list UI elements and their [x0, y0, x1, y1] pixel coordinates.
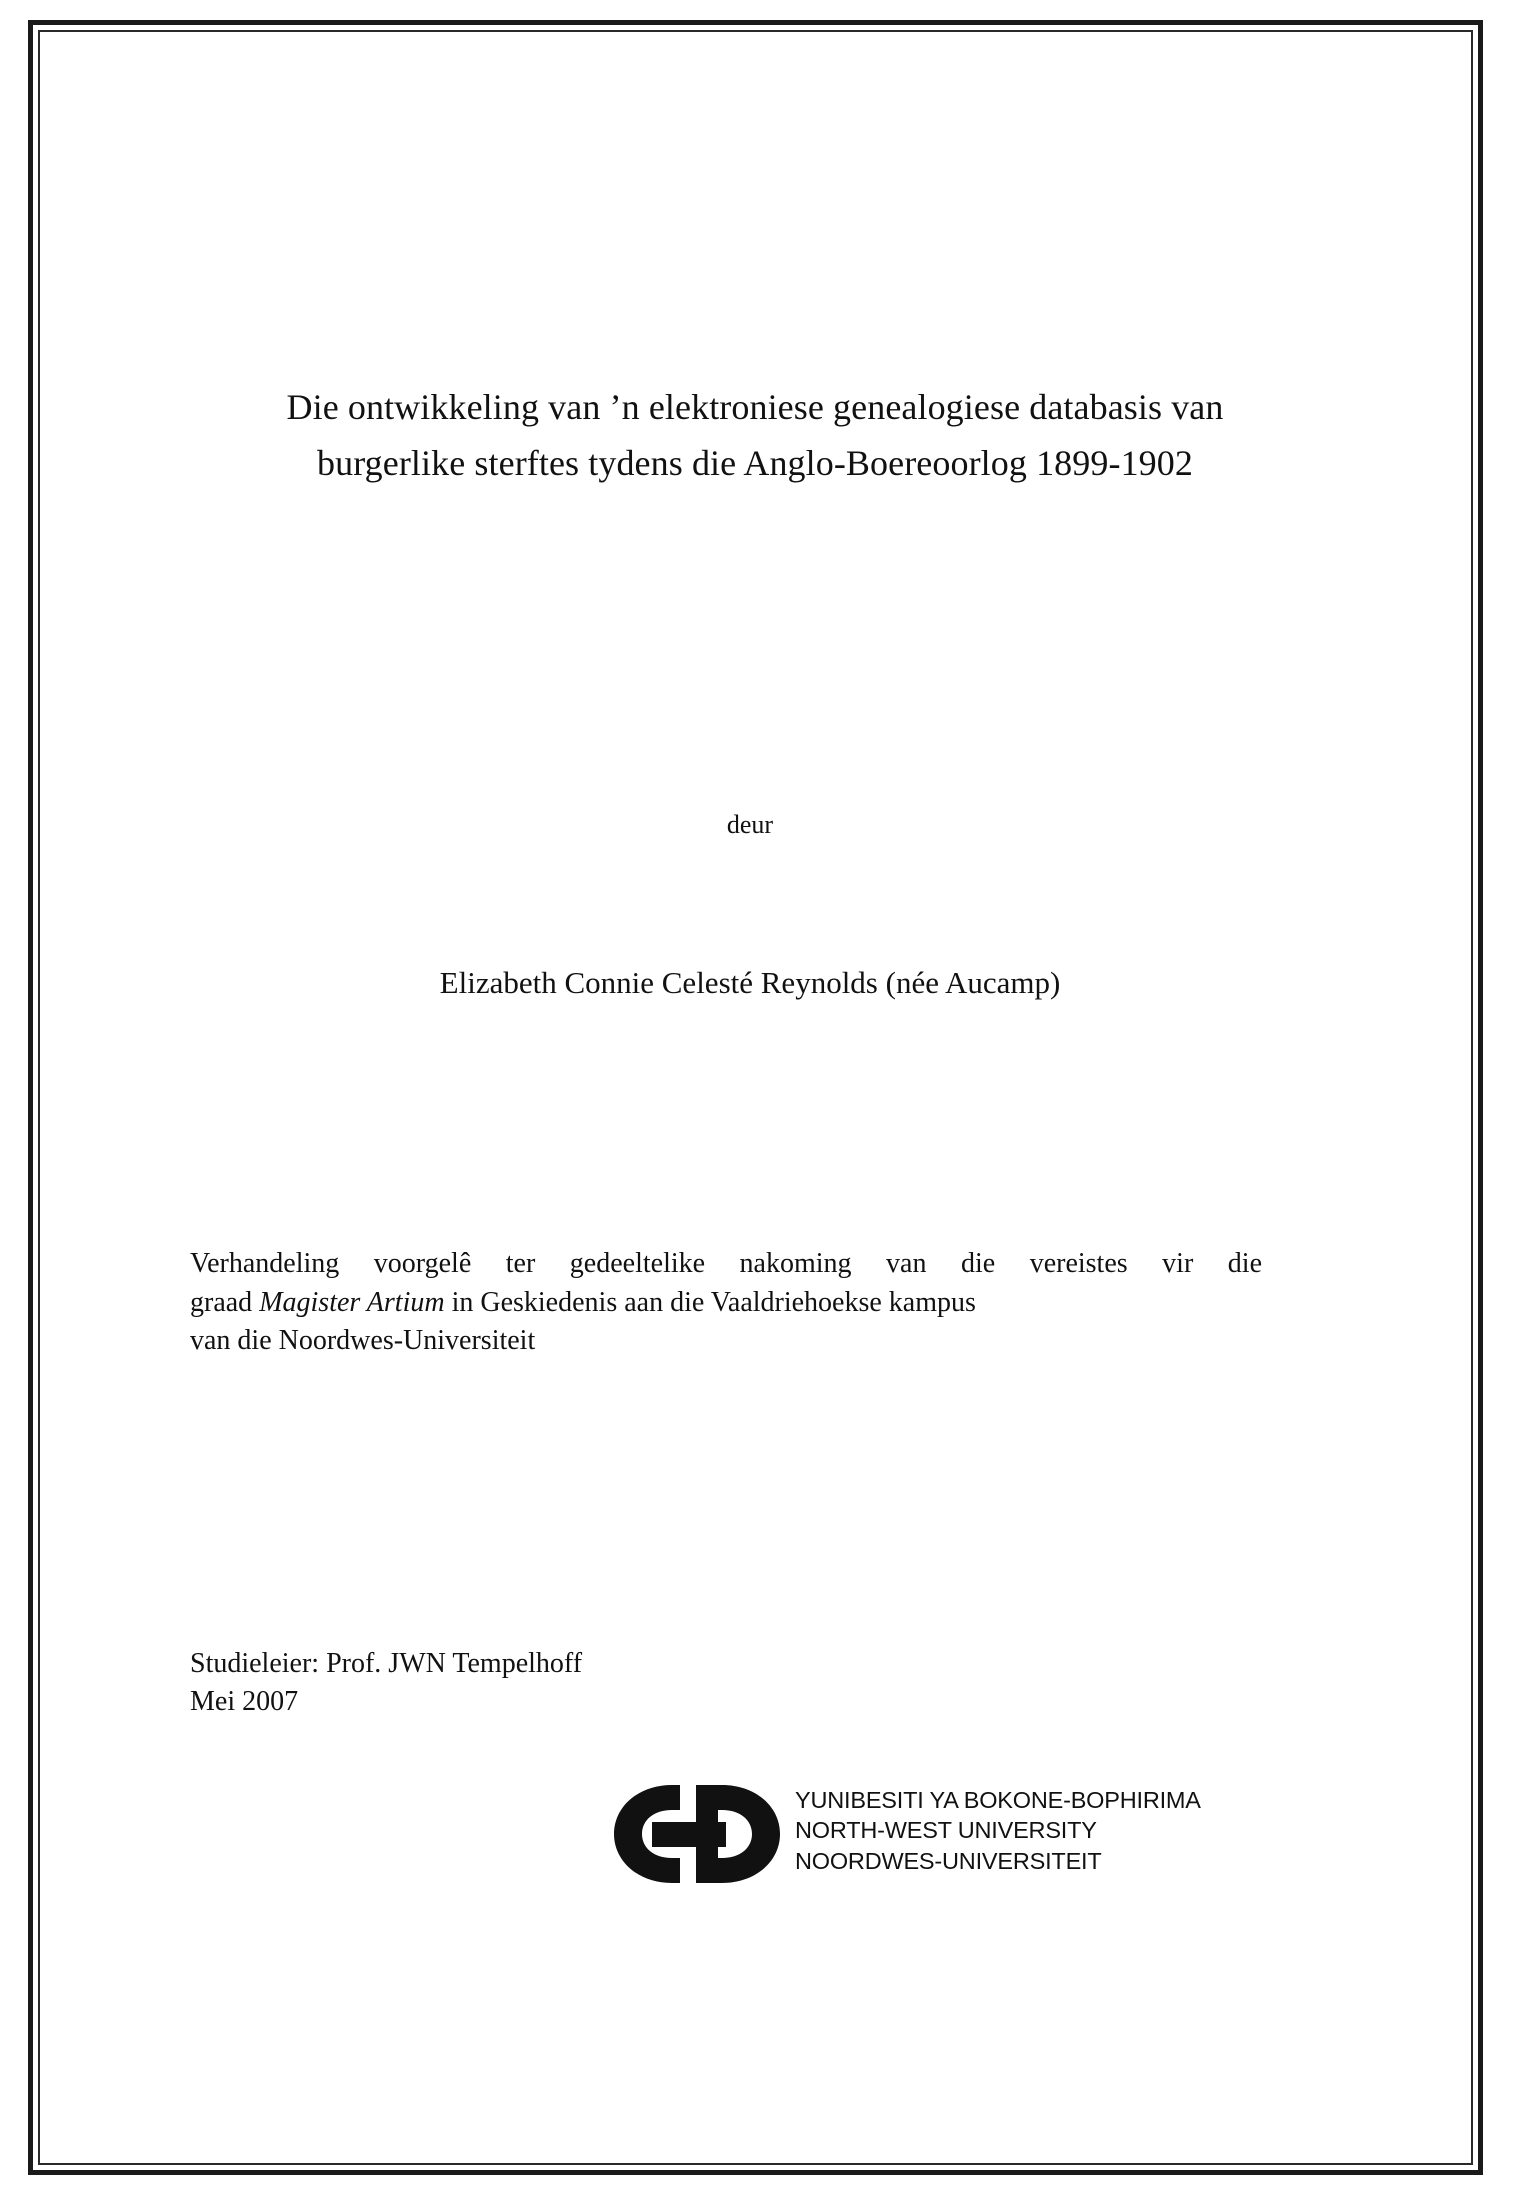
- logo-line-1: YUNIBESITI YA BOKONE-BOPHIRIMA: [795, 1787, 1201, 1813]
- university-logo: [460, 1780, 1201, 1910]
- statement-line-3: van die Noordwes-Universiteit: [190, 1325, 536, 1357]
- submission-date: Mei 2007: [190, 1685, 299, 1717]
- by-label: deur: [726, 810, 774, 839]
- statement-line-2: [190, 1284, 1262, 1323]
- logo-wordmark: [795, 1785, 1201, 1876]
- logo-line-3: NOORDWES-UNIVERSITEIT: [795, 1847, 1102, 1874]
- title-line-1: Die ontwikkeling van ’n elektroniese genealogiese databasis van: [286, 387, 1224, 427]
- statement-line-1: Verhandeling voorgelê ter gedeeltelike nakoming van die vereistes vir die: [190, 1248, 1262, 1279]
- page-title: [180, 380, 1330, 492]
- statement-line-2-pre: graad: [190, 1286, 260, 1318]
- author-name: Elizabeth Connie Celesté Reynolds (née Aucamp): [439, 965, 1061, 1000]
- degree-statement: [190, 1245, 1262, 1361]
- title-line-2: burgerlike sterftes tydens die Anglo-Boereoorlog 1899-1902: [317, 442, 1193, 483]
- supervisor-block: [190, 1645, 990, 1721]
- degree-name: Magister Artium: [259, 1286, 445, 1318]
- nwu-logo-icon: [610, 1782, 785, 1887]
- supervisor-name: Studieleier: Prof. JWN Tempelhoff: [190, 1648, 583, 1679]
- statement-line-2-post: in Geskiedenis aan die Vaaldriehoekse kampus: [444, 1286, 976, 1318]
- logo-line-2: NORTH-WEST UNIVERSITY: [795, 1817, 1097, 1844]
- title-page-content: [150, 60, 1350, 2120]
